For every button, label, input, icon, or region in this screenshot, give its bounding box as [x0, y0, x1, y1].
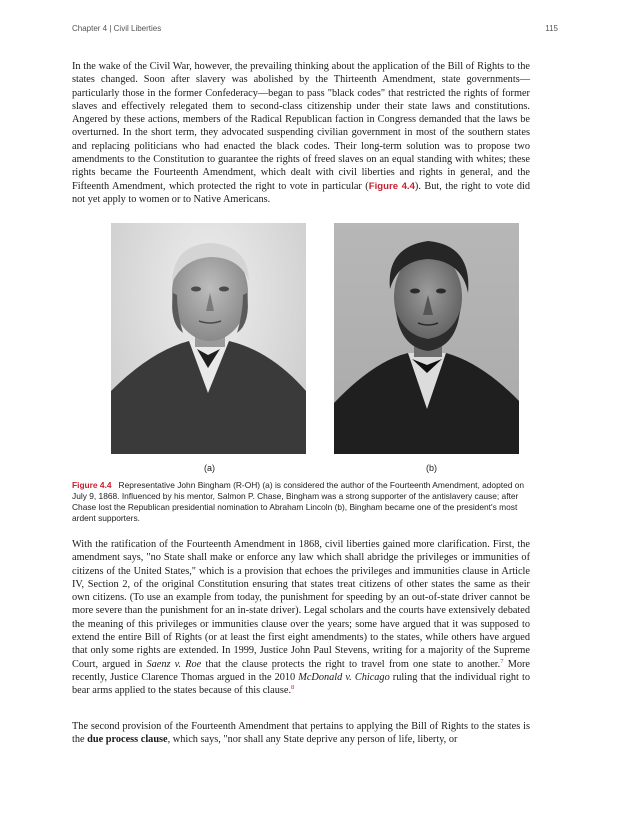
paragraph-text: More recently, Justice Clarence Thomas argued in the 2010 — [72, 658, 530, 683]
paragraph-civil-war — [72, 60, 530, 206]
case-name-saenz: Saenz v. Roe — [146, 658, 202, 670]
photo-john-bingham — [111, 223, 306, 454]
footnote-7-link[interactable]: 7 — [500, 657, 504, 665]
chapter-title: Chapter 4 | Civil Liberties — [72, 24, 162, 33]
figure-label-a: (a) — [204, 463, 215, 473]
footnote-8-link[interactable]: 8 — [291, 684, 295, 692]
paragraph-text: ruling that the individual right to bear arms applied to the states because of this clause. — [72, 671, 530, 697]
photo-abraham-lincoln — [334, 223, 519, 454]
paragraph-text: With the ratification of the Fourteenth Amendment in 1868, civil liberties gained more clarification. First, the amendment says, "no State shall make or enforce any law which shall abridge the privileges or immunities of citizens of the United States," which is a provision that echoes the privileges and immunities clause in Article IV, Section 2, of the original Constitution ensuring that states treat citizens of other states the same as their own citizens. (To use an example from today, the punishment for speeding by an out-of-state driver cannot be more severe than the punishment for an in-state driver). Legal scholars and the courts have extensively debated the meaning of this privileges or immunities clause over the years; some have argued that it was supposed to extend the entire Bill of Rights (or at least the first eight amendments) to the states, while others have argued that only some rights are extended. In 1999, Justice John Paul Stevens, writing for a majority of the Supreme Court, argued in — [72, 539, 530, 670]
paragraph-text: The second provision of the Fourteenth Amendment that pertains to applying the Bill of Rights to the states is the — [72, 721, 530, 746]
figure-label-b: (b) — [426, 463, 437, 473]
case-name-mcdonald: McDonald v. Chicago — [298, 671, 390, 683]
running-header — [72, 24, 558, 36]
page-number: 115 — [545, 24, 558, 33]
figure-4-4-link[interactable]: Figure 4.4 — [368, 180, 415, 192]
paragraph-ratification — [72, 538, 530, 698]
paragraph-text: ). But, the right to vote did not yet apply to women or to Native Americans. — [72, 180, 530, 205]
caption-text: Representative John Bingham (R-OH) (a) is considered the author of the Fourteenth Amendment, adopted on July 9, 1868. Influenced by his mentor, Salmon P. Chase, Bingham was a strong supporter of the antislavery cause; after Chase lost the Republican presidential nomination to Abraham Lincoln (b), Bingham became one of the president's most ardent supporters. — [72, 480, 525, 523]
paragraph-text: , which says, "nor shall any State deprive any person of life, liberty, or — [167, 734, 458, 746]
paragraph-text: In the wake of the Civil War, however, the prevailing thinking about the application of the Bill of Rights to the states changed. Soon after slavery was abolished by the Thirteenth Amendment, state governments—particularly those in the former Confederacy—began to pass "black codes" that restricted the rights of former slaves and effectively relegated them to second-class citizenship under their state laws and constitutions. Angered by these actions, members of the Radical Republican faction in Congress demanded that the laws be overturned. In the short term, they advocated suspending civilian government in most of the southern states and replacing politicians who had enacted the black codes. Their long-term solution was to propose two amendments to the Constitution to guarantee the rights of freed slaves on an equal standing with whites; these rights became the Fourteenth Amendment, which dealt with civil liberties and rights in general, and the Fifteenth Amendment, which protected the right to vote in particular ( — [72, 61, 530, 192]
paragraph-text: that the clause protects the right to travel from one state to another. — [201, 658, 501, 670]
paragraph-due-process — [72, 720, 530, 747]
caption-figure-number: Figure 4.4 — [72, 480, 112, 490]
figure-caption — [72, 480, 532, 524]
key-term-due-process: due process clause — [87, 734, 168, 746]
